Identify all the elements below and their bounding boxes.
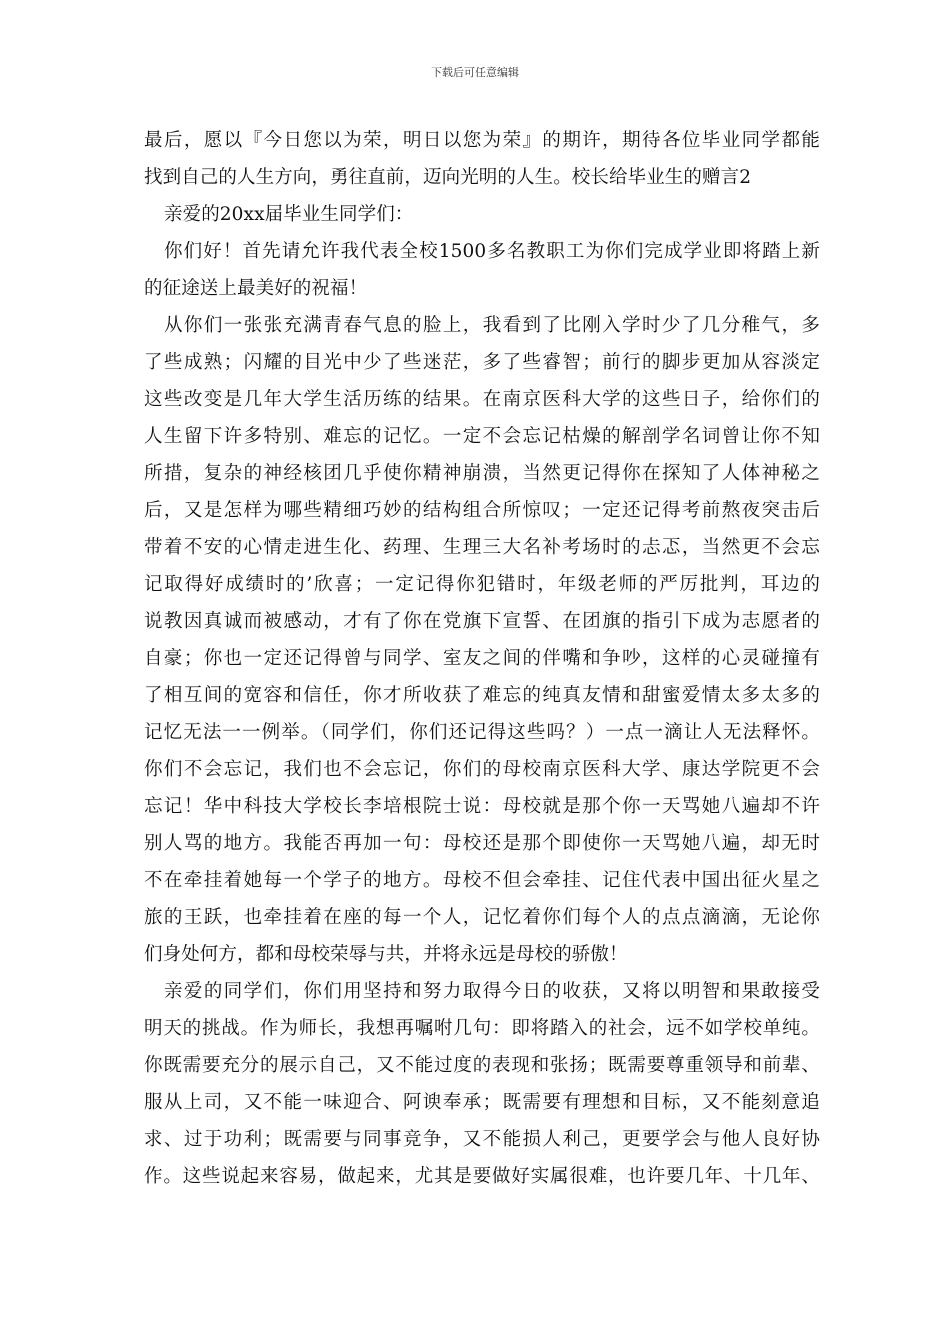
text-line: 忘记！华中科技大学校长李培根院士说：母校就是那个你一天骂她八遍却不许 bbox=[144, 796, 820, 817]
document-body bbox=[144, 122, 820, 1195]
page-header: 下载后可任意编辑 bbox=[431, 66, 519, 79]
text-line: 亲爱的同学们，你们用坚持和努力取得今日的收获，又将以明智和果敢接受 bbox=[164, 981, 820, 1002]
text-line: 旅的王跃，也牵挂着在座的每一个人，记忆着你们每个人的点点滴滴，无论你 bbox=[144, 907, 820, 928]
text-line: 们身处何方，都和母校荣辱与共，并将永远是母校的骄傲！ bbox=[144, 944, 628, 965]
text-line: 你们好！首先请允许我代表全校1500多名教职工为你们完成学业即将踏上新 bbox=[164, 241, 820, 262]
text-line: 不在牵挂着她每一个学子的地方。母校不但会牵挂、记住代表中国出征火星之 bbox=[144, 870, 820, 891]
text-line: 了些成熟；闪耀的目光中少了些迷茫，多了些睿智；前行的脚步更加从容淡定 bbox=[144, 352, 820, 373]
text-line: 作。这些说起来容易，做起来，尤其是要做好实属很难，也许要几年、十几年、 bbox=[144, 1166, 820, 1187]
text-line: 这些改变是几年大学生活历练的结果。在南京医科大学的这些日子，给你们的 bbox=[144, 389, 820, 410]
text-line: 最后，愿以『今日您以为荣，明日以您为荣』的期许，期待各位毕业同学都能 bbox=[144, 130, 820, 151]
text-line: 自豪；你也一定还记得曾与同学、室友之间的伴嘴和争吵，这样的心灵碰撞有 bbox=[144, 648, 820, 669]
text-line: 你既需要充分的展示自己，又不能过度的表现和张扬；既需要尊重领导和前辈、 bbox=[144, 1055, 820, 1076]
text-line: 说教因真诚而被感动，才有了你在党旗下宣誓、在团旗的指引下成为志愿者的 bbox=[144, 611, 820, 632]
text-line: 找到自己的人生方向，勇往直前，迈向光明的人生。校长给毕业生的赠言2 bbox=[144, 167, 752, 188]
text-line: 服从上司，又不能一味迎合、阿谀奉承；既需要有理想和目标，又不能刻意追 bbox=[144, 1092, 820, 1113]
text-line: 亲爱的20xx届毕业生同学们： bbox=[164, 204, 414, 225]
text-line: 从你们一张张充满青春气息的脸上，我看到了比刚入学时少了几分稚气，多 bbox=[164, 315, 820, 336]
text-line: 你们不会忘记，我们也不会忘记，你们的母校南京医科大学、康达学院更不会 bbox=[144, 759, 820, 780]
text-line: 人生留下许多特别、难忘的记忆。一定不会忘记枯燥的解剖学名词曾让你不知 bbox=[144, 426, 820, 447]
text-line: 记取得好成绩时的’欣喜；一定记得你犯错时，年级老师的严厉批判，耳边的 bbox=[144, 574, 820, 595]
text-line: 所措，复杂的神经核团几乎使你精神崩溃，当然更记得你在探知了人体神秘之 bbox=[144, 463, 820, 484]
text-line: 别人骂的地方。我能否再加一句：母校还是那个即使你一天骂她八遍，却无时 bbox=[144, 833, 820, 854]
text-line: 记忆无法一一例举。（同学们，你们还记得这些吗？）一点一滴让人无法释怀。 bbox=[144, 722, 820, 743]
text-line: 的征途送上最美好的祝福！ bbox=[144, 278, 368, 299]
text-line: 带着不安的心情走进生化、药理、生理三大名补考场时的忐忑，当然更不会忘 bbox=[144, 537, 820, 558]
text-line: 求、过于功利；既需要与同事竞争，又不能损人利己，更要学会与他人良好协 bbox=[144, 1129, 820, 1150]
text-line: 了相互间的宽容和信任，你才所收获了难忘的纯真友情和甜蜜爱情太多太多的 bbox=[144, 685, 820, 706]
text-line: 后，又是怎样为哪些精细巧妙的结构组合所惊叹；一定还记得考前熬夜突击后 bbox=[144, 500, 820, 521]
text-line: 明天的挑战。作为师长，我想再嘱咐几句：即将踏入的社会，远不如学校单纯。 bbox=[144, 1018, 820, 1039]
